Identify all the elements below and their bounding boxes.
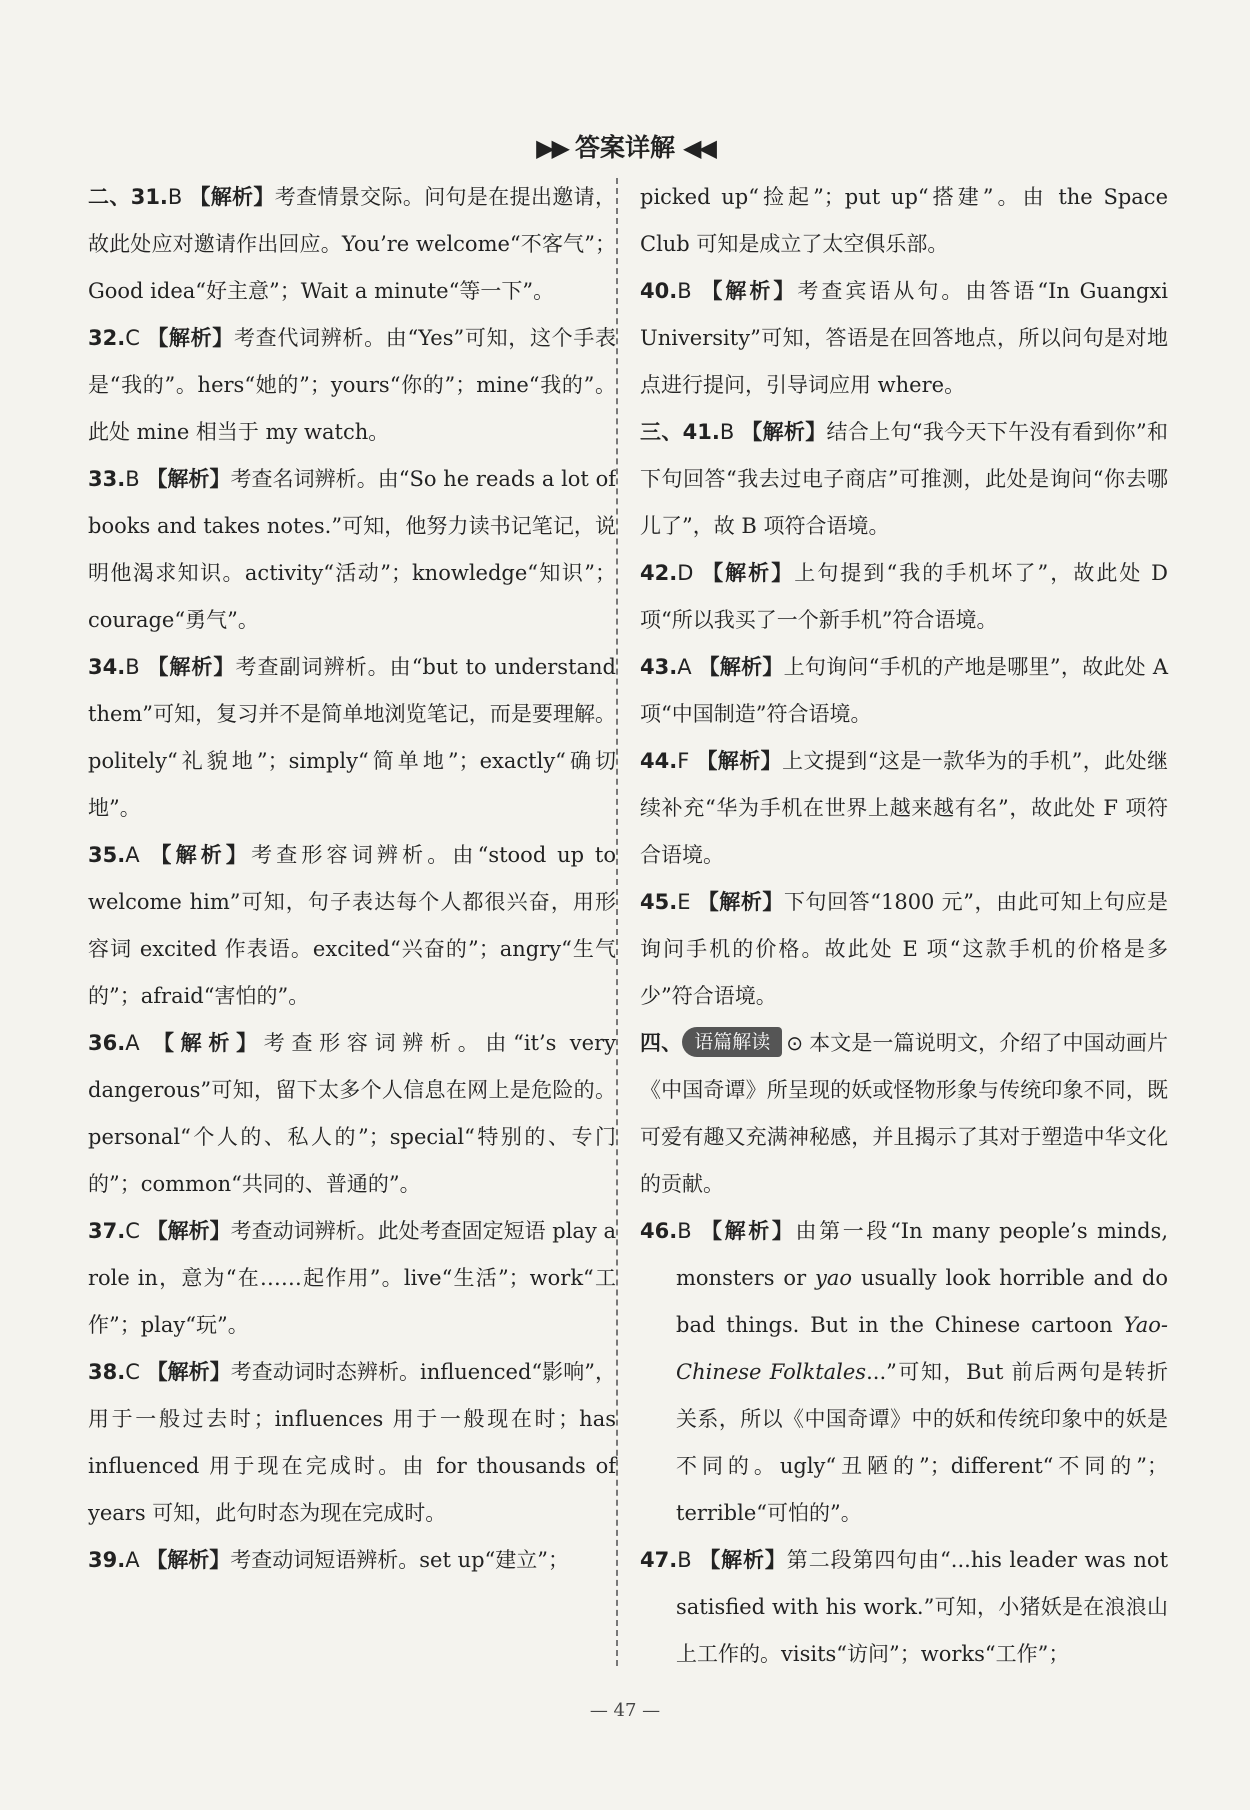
answer-item-44: 44.F 【解析】上文提到“这是一款华为的手机”，此处继续补充“华为手机在世界上越来越有名”，故此处 F 项符合语境。 [640, 749, 1168, 867]
double-left-arrow-icon: ◀◀ [683, 134, 714, 162]
answer-item-43: 43.A 【解析】上句询问“手机的产地是哪里”，故此处 A 项“中国制造”符合语境。 [640, 655, 1169, 726]
answer-item-37: 37.C 【解析】考查动词辨析。此处考查固定短语 play a role in，意为“在……起作用”。live“生活”；work“工作”；play“玩”。 [88, 1219, 617, 1337]
answer-item-35: 35.A 【解析】考查形容词辨析。由“stood up to welcome him”可知，句子表达每个人都很兴奋，用形容词 excited 作表语。excited“兴奋的”；angry“生气的”；afraid“害怕的”。 [88, 843, 616, 1008]
answer-item-45: 45.E 【解析】下句回答“1800 元”，由此可知上句应是询问手机的价格。故此处 E 项“这款手机的价格是多少”符合语境。 [640, 890, 1168, 1008]
answer-item-39: 39.A 【解析】考查动词短语辨析。set up“建立”； [88, 1548, 570, 1572]
answer-item-31: 二、31.B 【解析】考查情景交际。问句是在提出邀请，故此处应对邀请作出回应。You’re welcome“不客气”；Good idea“好主意”；Wait a minute“等一下”。 [88, 185, 617, 303]
answer-item-46: 46.B 【解析】由第一段“In many people’s minds, monsters or yao usually look horrible and do bad things. But in the Chinese cartoon Yao-Chinese Folktales...”可知，But 前后两句是转折关系，所以《中国奇谭》中的妖和传统印象中的妖是不同的。ugly“丑陋的”；different“不同的”；terrible“可怕的”。 [640, 1219, 1168, 1525]
page-number: — 47 — [589, 1700, 661, 1721]
answer-item-36: 36.A 【解析】考查形容词辨析。由“it’s very dangerous”可知，留下太多个人信息在网上是危险的。personal“个人的、私人的”；special“特别的、专门的”；common“共同的、普通的”。 [88, 1031, 617, 1196]
answer-item-32: 32.C 【解析】考查代词辨析。由“Yes”可知，这个手表是“我的”。hers“她的”；yours“你的”；mine“我的”。此处 mine 相当于 my watch。 [88, 326, 617, 444]
circle-arrow-icon: ⊙ [786, 1031, 804, 1055]
passage-summary: 四、 语篇解读 ⊙ 本文是一篇说明文，介绍了中国动画片《中国奇谭》所呈现的妖或怪物形象与传统印象不同，既可爱有趣又充满神秘感，并且揭示了其对于塑造中华文化的贡献。 [640, 1020, 1168, 1208]
left-column [88, 174, 616, 1584]
column-divider [616, 178, 618, 1666]
answer-item-47: 47.B 【解析】第二段第四句由“...his leader was not satisfied with his work.”可知，小猪妖是在浪浪山上工作的。visits“访问”；works“工作”； [640, 1548, 1169, 1666]
answer-item-42: 42.D 【解析】上句提到“我的手机坏了”，故此处 D 项“所以我买了一个新手机”符合语境。 [640, 561, 1169, 632]
answer-item-40: 40.B 【解析】考查宾语从句。由答语“In Guangxi University”可知，答语是在回答地点，所以问句是对地点进行提问，引导词应用 where。 [640, 279, 1168, 397]
double-right-arrow-icon: ▶▶ [536, 134, 567, 162]
right-column [640, 174, 1168, 1678]
answer-item-38: 38.C 【解析】考查动词时态辨析。influenced“影响”，用于一般过去时；influences 用于一般现在时；has influenced 用于现在完成时。由 for thousands of years 可知，此句时态为现在完成时。 [88, 1360, 617, 1525]
answer-item-33: 33.B 【解析】考查名词辨析。由“So he reads a lot of books and takes notes.”可知，他努力读书记笔记，说明他渴求知识。activity“活动”；knowledge“知识”；courage“勇气”。 [88, 467, 616, 632]
page-title: 答案详解 [574, 133, 675, 162]
passage-badge: 语篇解读 [682, 1027, 782, 1057]
answer-item-39-continued: picked up“捡起”；put up“搭建”。由 the Space Club 可知是成立了太空俱乐部。 [640, 185, 1168, 256]
answer-item-34: 34.B 【解析】考查副词辨析。由“but to understand them”可知，复习并不是简单地浏览笔记，而是要理解。politely“礼貌地”；simply“简单地”；exactly“确切地”。 [88, 655, 616, 820]
answer-item-41: 三、41.B 【解析】结合上句“我今天下午没有看到你”和下句回答“我去过电子商店”可推测，此处是询问“你去哪儿了”，故 B 项符合语境。 [640, 420, 1169, 538]
page-header [0, 128, 1250, 164]
